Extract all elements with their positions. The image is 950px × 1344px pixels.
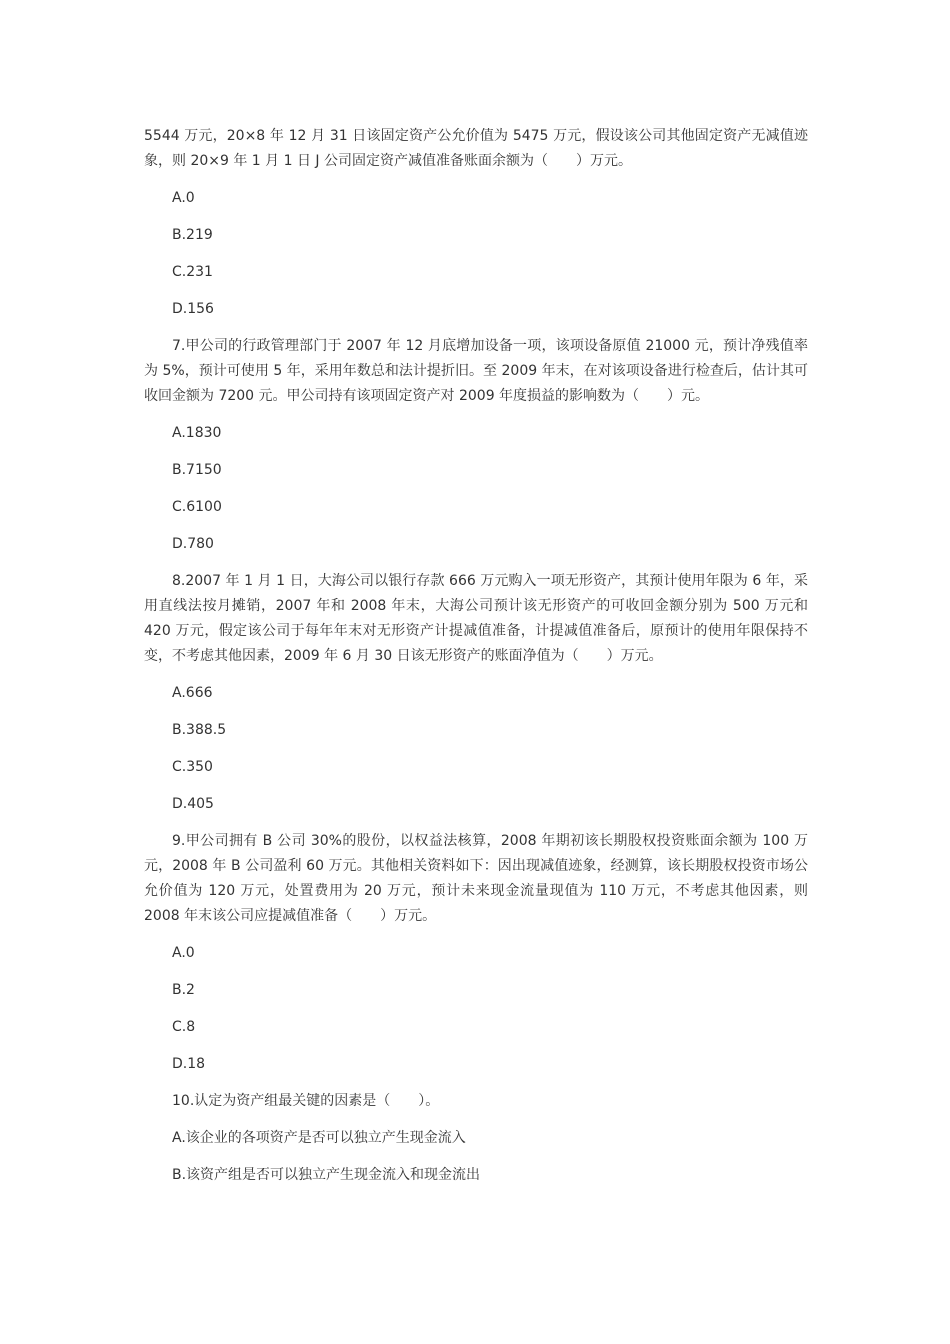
- question-8-option-b: B.388.5: [172, 722, 227, 738]
- question-6-option-d: D.156: [172, 301, 214, 317]
- question-7-option-c: C.6100: [172, 499, 222, 515]
- document-content: [144, 124, 808, 1200]
- question-6-continuation: 5544 万元，20×8 年 12 月 31 日该固定资产公允价值为 5475 万元，假设该公司其他固定资产无减值迹象，则 20×9 年 1 月 1 日 J 公司固定资产减值准备账面余额为（ ）万元。: [144, 128, 808, 169]
- question-8-text: 8.2007 年 1 月 1 日，大海公司以银行存款 666 万元购入一项无形资产，其预计使用年限为 6 年，采用直线法按月摊销，2007 年和 2008 年末，大海公司预计该无形资产的可收回金额分别为 500 万元和 420 万元，假定该公司于每年年末对无形资产计提减值准备，计提减值准备后，原预计的使用年限保持不变，不考虑其他因素，2009 年 6 月 30 日该无形资产的账面净值为（ ）万元。: [144, 573, 808, 664]
- question-8-option-d: D.405: [172, 796, 214, 812]
- question-6-option-c: C.231: [172, 264, 213, 280]
- question-10-option-b: B.该资产组是否可以独立产生现金流入和现金流出: [172, 1167, 481, 1183]
- question-9-option-d: D.18: [172, 1056, 206, 1072]
- question-7-option-d: D.780: [172, 536, 214, 552]
- question-8-option-a: A.666: [172, 685, 213, 701]
- question-10-option-a: A.该企业的各项资产是否可以独立产生现金流入: [172, 1130, 466, 1146]
- question-9-text: 9.甲公司拥有 B 公司 30%的股份，以权益法核算，2008 年期初该长期股权投资账面余额为 100 万元，2008 年 B 公司盈利 60 万元。其他相关资料如下：因出现减值迹象，经测算，该长期股权投资市场公允价值为 120 万元，处置费用为 20 万元，预计未来现金流量现值为 110 万元，不考虑其他因素，则 2008 年末该公司应提减值准备（ ）万元。: [144, 833, 808, 924]
- question-7-option-b: B.7150: [172, 462, 222, 478]
- question-8-option-c: C.350: [172, 759, 213, 775]
- question-9-option-c: C.8: [172, 1019, 196, 1035]
- question-6-option-b: B.219: [172, 227, 213, 243]
- question-9-option-a: A.0: [172, 945, 195, 961]
- question-9-option-b: B.2: [172, 982, 195, 998]
- question-10-text: 10.认定为资产组最关键的因素是（ ）。: [172, 1093, 440, 1109]
- question-7-text: 7.甲公司的行政管理部门于 2007 年 12 月底增加设备一项，该项设备原值 21000 元，预计净残值率为 5%，预计可使用 5 年，采用年数总和法计提折旧。至 2009 年末，在对该项设备进行检查后，估计其可收回金额为 7200 元。甲公司持有该项固定资产对 2009 年度损益的影响数为（ ）元。: [144, 338, 808, 404]
- question-7-option-a: A.1830: [172, 425, 222, 441]
- question-6-option-a: A.0: [172, 190, 195, 206]
